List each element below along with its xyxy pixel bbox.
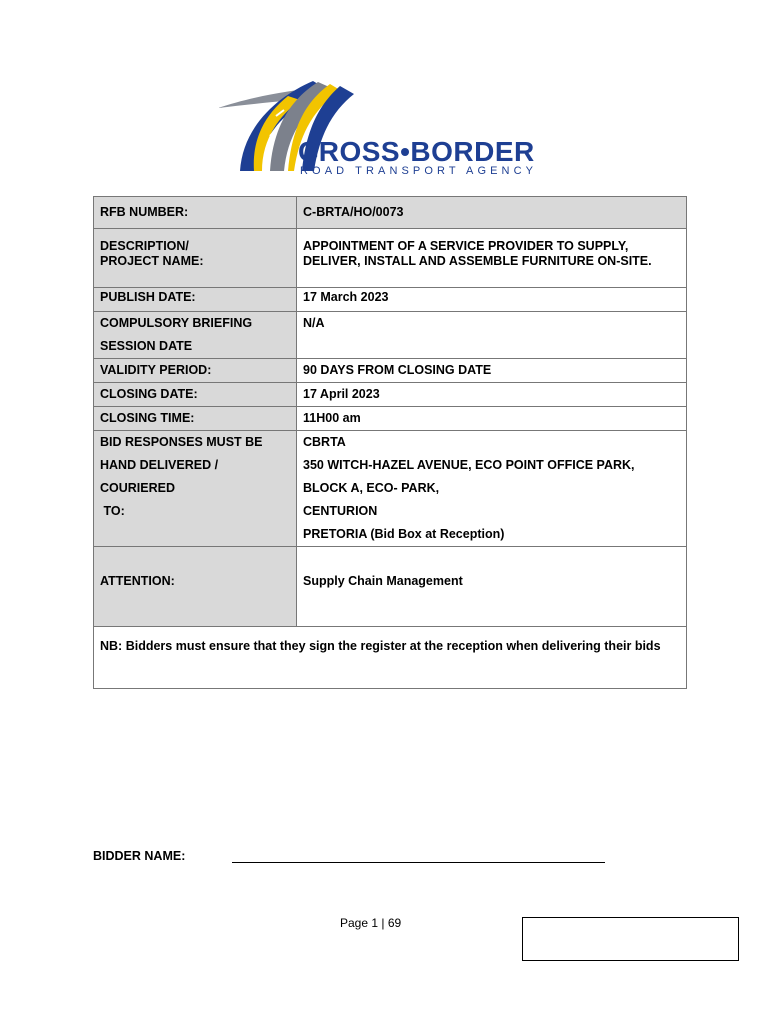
nb-notice: NB: Bidders must ensure that they sign the register at the reception when delivering their bids [94, 627, 687, 689]
delivery-address-line: BLOCK A, ECO- PARK, [303, 481, 440, 495]
validity-value: 90 DAYS FROM CLOSING DATE [297, 359, 687, 383]
delivery-address-line: CBRTA [303, 435, 346, 449]
table-row [94, 288, 687, 312]
briefing-label-line: COMPULSORY BRIEFING [100, 316, 253, 330]
rfb-details-table [93, 196, 687, 689]
rfb-number-label: RFB NUMBER: [94, 197, 297, 229]
table-row [94, 547, 687, 627]
delivery-label-line: COURIERED [100, 481, 176, 495]
delivery-address-line: CENTURION [303, 504, 378, 518]
closing-time-value: 11H00 am [297, 407, 687, 431]
table-row [94, 627, 687, 689]
closing-time-label: CLOSING TIME: [94, 407, 297, 431]
closing-date-label: CLOSING DATE: [94, 383, 297, 407]
description-label [94, 229, 297, 288]
page-number: Page 1 | 69 [340, 916, 402, 930]
attention-label: ATTENTION: [94, 547, 297, 627]
table-row [94, 229, 687, 288]
delivery-address-line: 350 WITCH-HAZEL AVENUE, ECO POINT OFFICE PARK, [303, 458, 635, 472]
cbrta-logo [218, 76, 563, 184]
validity-label: VALIDITY PERIOD: [94, 359, 297, 383]
rfb-number-value: C-BRTA/HO/0073 [297, 197, 687, 229]
blank-box [522, 917, 739, 961]
table-row [94, 431, 687, 547]
attention-value: Supply Chain Management [297, 547, 687, 627]
table-row [94, 312, 687, 359]
bidder-name-field[interactable] [232, 862, 605, 863]
delivery-label-line: HAND DELIVERED / [100, 458, 219, 472]
bidder-name-label: BIDDER NAME: [93, 849, 186, 863]
table-row [94, 407, 687, 431]
publish-date-value: 17 March 2023 [297, 288, 687, 312]
briefing-value-text: N/A [303, 316, 325, 330]
delivery-label [94, 431, 297, 547]
delivery-label-line: TO: [100, 504, 125, 518]
briefing-label-line: SESSION DATE [100, 339, 193, 353]
briefing-value [297, 312, 687, 359]
table-row [94, 197, 687, 229]
description-label-line: PROJECT NAME: [100, 254, 204, 268]
description-value: APPOINTMENT OF A SERVICE PROVIDER TO SUPPLY, DELIVER, INSTALL AND ASSEMBLE FURNITURE ON-SITE. [297, 229, 687, 288]
briefing-label [94, 312, 297, 359]
delivery-address [297, 431, 687, 547]
delivery-address-line: PRETORIA (Bid Box at Reception) [303, 527, 505, 541]
description-label-line: DESCRIPTION/ [100, 239, 189, 253]
closing-date-value: 17 April 2023 [297, 383, 687, 407]
logo-subtitle: ROAD TRANSPORT AGENCY [300, 165, 538, 177]
table-row [94, 383, 687, 407]
table-row [94, 359, 687, 383]
logo-title: CROSS•BORDER [298, 136, 535, 167]
delivery-label-line: BID RESPONSES MUST BE [100, 435, 263, 449]
publish-date-label: PUBLISH DATE: [94, 288, 297, 312]
